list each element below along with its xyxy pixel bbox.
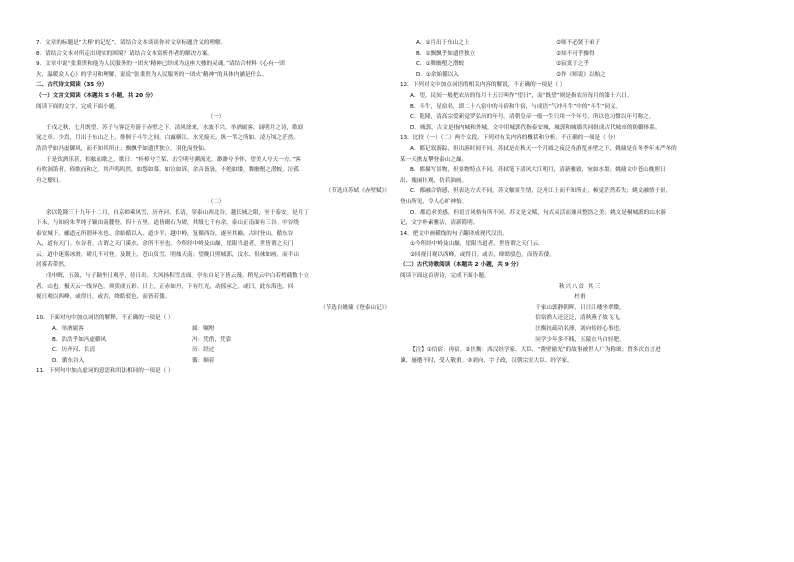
text-line: ①今所经中岭及山巅，崖限当道者，世皆谓之天门云。	[410, 241, 544, 248]
text-line: 【注】①信宿：再宿。②匡衡：西汉经学家、大臣，“凿壁偷光”的故事被世人广为称颂；曾多次直言进	[410, 347, 661, 354]
text-line	[36, 345, 396, 356]
text-line: 入，道有天门。东谷者，古谓之天门溪水，余所不至也。今所经中岭及山巅，崖限当道者，世皆谓之天门	[36, 241, 294, 248]
option-text: C．①舞幽壑之潜蛟	[416, 61, 465, 68]
text-line: 下未，与知府朱孝纯子颖由南麓登。四十五里，道皆砌石为磴，其级七千有余。泰山正南面有三谷。中谷绕	[36, 220, 299, 227]
option-text: ②作《师说》以贻之	[556, 71, 606, 78]
text-line: 者，山也。极天云一线异色，须臾成五彩。日上，正赤如丹，下有红光，动摇承之。或曰，此东海也。回	[36, 283, 294, 290]
text-line: 舟之嫠妇。	[36, 177, 64, 184]
text-line: 登山所见，令人心旷神怡。	[400, 198, 468, 205]
text-line: 14．把文中画横线的句子翻译成现代汉语。	[400, 230, 508, 237]
text-line	[400, 59, 760, 70]
text-line: 11．下列句中加点虚词的意思和用法相同的一项是（ ）	[36, 368, 174, 375]
text-line: （一）文言文阅读（本题共 5 小题，共 20 分）	[36, 92, 157, 99]
text-line: C．乾隆，清高宗爱新觉罗弘历的年号。清朝皇帝一般一生只用一个年号，所以也习惯以年号称之。	[410, 114, 655, 121]
text-line: 视日观以西峰，或得日，或否，绛皓驳色，而皆若偻。	[36, 294, 171, 301]
option-text: D．①余始循以入	[416, 71, 459, 78]
text-line: 10．下面对句中加点词语的解释，不正确的一项是（ ）	[36, 315, 174, 322]
option-text: D．循东谷入	[52, 357, 85, 364]
option-text: C．历齐河、长清	[52, 347, 96, 354]
text-line: 泰安城下，郦道元所谓环水也。余始循以入，道少半，越中岭，复循西谷，遂至其巅。古时登山，循东谷	[36, 230, 294, 237]
text-line: 云。道中迷雾冰滑，磴几不可登。及既上，苍山负雪，明烛天南；望晚日照城郭，汶水、徂徕如画，而半山	[36, 251, 299, 258]
text-line	[400, 70, 760, 81]
text-line: 出，瑰丽壮观，仿若油画。	[400, 177, 468, 184]
text-line: A．望，民间一般把农历的每月十五日叫作“望日”，而“既望”则是指农历每月的第十六日。	[410, 92, 633, 99]
text-line: （节选自苏轼《赤壁赋》）	[325, 188, 390, 195]
text-line: 某一天携友攀登泰山之巅。	[400, 156, 468, 163]
text-line: ②回视日观以西峰，或得日，或否，绛皓驳色，而皆若偻。	[410, 251, 555, 258]
option-text: A．举酒属客	[52, 326, 84, 333]
text-line: （二）古代诗歌阅读（本题共 2 小题，共 9 分）	[400, 262, 522, 269]
text-line: （一）	[207, 114, 225, 121]
text-line: 余以乾隆三十九年十二月，自京师乘风雪，历齐河、长清，穿泰山西北谷，越长城之限，至于泰安。是月丁	[46, 209, 309, 216]
option-text: B．①飘飘乎如遗世独立	[416, 50, 476, 57]
option-text: 属：嘱咐	[192, 326, 215, 333]
text-line: 壬戌之秋，七月既望，苏子与客泛舟游于赤壁之下。清风徐来，水波不兴。举酒属客，诵明月之诗，歌窈	[46, 124, 304, 131]
text-line: 记，文字朴素雅洁，清新简明。	[400, 220, 479, 227]
text-line: （节选自姚鼐《登泰山记》）	[320, 304, 390, 311]
text-line	[400, 38, 760, 49]
text-line: 阅读下面的文字，完成下面小题。	[36, 103, 120, 110]
text-line: B．都描写景物，但景物特点不同。苏轼笔下清风大江明月，清新雅致，宛如水墨；姚鼐文中苍山晚照日	[410, 167, 666, 174]
option-text: 冯：凭借，凭靠	[192, 336, 232, 343]
text-line: 9．文章中说“张秉贵和他为人民服务的一团火’精神已经成为这座大楼的灵魂。”请结合材料《心有一团	[36, 61, 285, 68]
text-line: D．城郭，古文是指内城和外城，文中用城郭代指泰安城，城郭和城墙共同组成古代城市的防御体系。	[410, 124, 661, 131]
text-line: 7．文章的标题是“大棒’的记忆”，请结合文本谈谈你对文章标题含义的理解。	[36, 40, 227, 46]
text-line: 8．请结合文本对所走出现实的困境？请结合文本赏析作者的解决方案。	[36, 50, 213, 57]
text-line: 阅读下面这首唐诗，完成下面小题。	[400, 273, 490, 280]
text-line: 杜甫	[574, 294, 586, 301]
text-line: 12．下列对文中加点词语的相关内容的解说，不正确的一项是（ ）	[400, 82, 566, 89]
text-line: 火，温暖众人心》的学习和理解，说说“张秉贵为人民服务的一团火’精神”的具体内涵是什么。	[36, 71, 268, 78]
text-line: 千家山郭静朝晖，日日江楼坐翠微。	[535, 304, 625, 311]
text-line: 二、古代诗文阅读（35 分）	[36, 82, 108, 89]
text-line: 戊申晦，五鼓，与子颖坐日观亭，待日出。大风扬积雪击面。亭东自足下皆云漫。稍见云中白若樗蒱数十立	[46, 273, 309, 280]
text-line: 于是饮酒乐甚，扣舷而歌之。歌曰：“桂棹兮兰桨，击空明兮溯流光。渺渺兮予怀，望美人兮天一方。”客	[46, 156, 301, 163]
text-line: 谏，屡遭不时，受人敬重。③刘向，字子政，汉朝宗室大臣、经学家。	[400, 357, 573, 364]
text-line: 13．比较（一）（二）两个文段，下列对有关内容的概括和分析，不正确的一项是（ 分）	[400, 135, 619, 142]
option-text: 循：顺着	[192, 357, 215, 364]
text-line: 居雾若带然。	[36, 262, 70, 269]
text-line: 窕之章。少焉，月出于东山之上，徘徊于斗牛之间。白露横江，水光接天。纵一苇之所如，凌万顷之茫然。	[36, 135, 299, 142]
right-column	[400, 38, 760, 366]
text-line: （二）	[207, 198, 225, 205]
text-line: A．都记叙游踪，但出游时间不同。苏轼是在秋天一个月圆之夜泛舟游览赤壁之下，姚鼐是在冬季年末严冬的	[410, 145, 677, 152]
text-line	[36, 335, 396, 346]
text-line: C．都融合情感，但表达方式不同。苏文触景生情，泛舟江上而不知所止，顿觉茫然若失；姚文融情于景，	[410, 188, 672, 195]
text-line: D．都追求美感，但语言风格有所不同。苏文是文赋，句式灵活而兼具整饬之美；姚文是桐城派的山水游	[410, 209, 667, 216]
text-line: 同学少年多不贱，五陵衣马自轻肥。	[535, 336, 625, 343]
left-column	[36, 38, 396, 377]
option-text: A．①月出于东山之上	[416, 40, 470, 46]
option-text: ②师不必贤于弟子	[556, 40, 601, 46]
text-line	[400, 49, 760, 60]
option-text: B．浩浩乎如冯虚御风	[52, 336, 107, 343]
text-line: B．斗牛，星宿名，即二十八宿中的斗宿和牛宿，与成语“气冲斗牛”中的“斗牛”同义。	[410, 103, 622, 110]
text-line	[36, 356, 396, 367]
option-text: ②知不可乎骤得	[556, 50, 595, 57]
text-line: 有吹洞箫者，倚歌而和之。其声呜呜然，如怨如慕，如泣如诉，余音袅袅，不绝如缕。舞幽壑之潜蛟，泣孤	[36, 167, 299, 174]
text-line: 浩浩乎如冯虚御风，而不知其所止；飘飘乎如遗世独立，羽化而登仙。	[36, 145, 210, 152]
option-text: ②寂寞于之乎	[556, 61, 589, 68]
option-text: 历：经过	[192, 347, 215, 354]
text-line: 匡衡抗疏功名薄，刘向传经心事违。	[535, 326, 625, 333]
text-line: 信宿渔人还泛泛，清秋燕子故飞飞。	[535, 315, 625, 322]
text-line	[36, 324, 396, 335]
text-line: 秋兴八首 其三	[558, 283, 602, 290]
